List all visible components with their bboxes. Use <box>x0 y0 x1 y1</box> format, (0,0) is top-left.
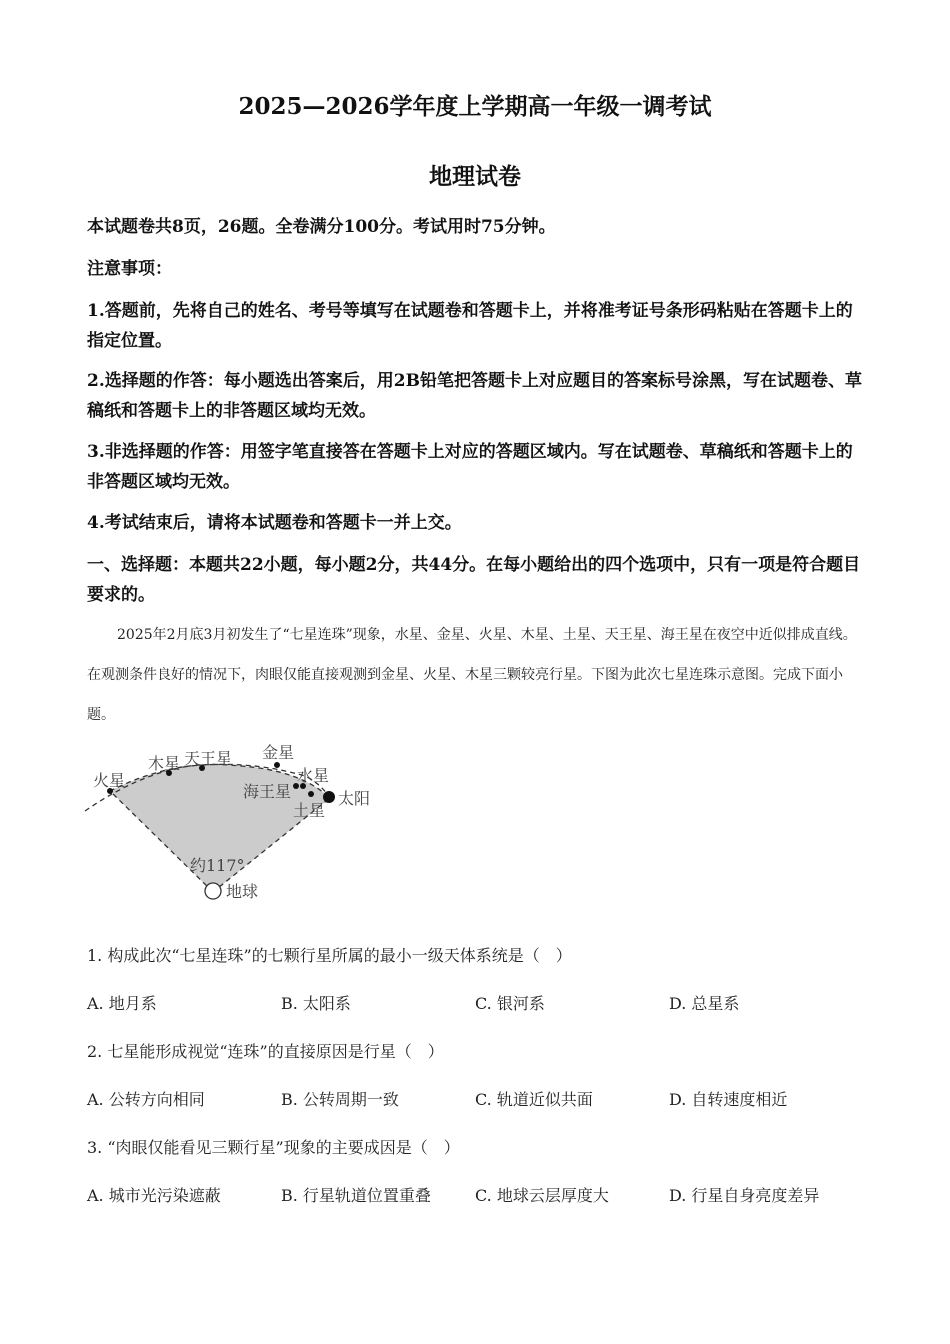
passage <box>87 615 867 735</box>
question-stem: 3. “肉眼仅能看见三颗行星”现象的主要成因是（ ） <box>87 1138 460 1157</box>
neptune-label: 海王星 <box>243 782 292 801</box>
venus-dot <box>274 762 280 768</box>
page-title: 2025—2026学年度上学期高一年级一调考试 <box>238 93 712 120</box>
question-stem: 1. 构成此次“七星连珠”的七颗行星所属的最小一级天体系统是（ ） <box>87 946 572 965</box>
option: B. 太阳系 <box>281 994 351 1013</box>
note-item: 4.考试结束后，请将本试题卷和答题卡一并上交。 <box>87 513 462 533</box>
question-stem: 2. 七星能形成视觉“连珠”的直接原因是行星（ ） <box>87 1042 444 1061</box>
option: C. 银河系 <box>475 994 545 1013</box>
section-heading: 一、选择题：本题共22小题，每小题2分，共44分。在每小题给出的四个选项中，只有一项是符合题目要求的。 <box>87 555 861 605</box>
option: A. 城市光污染遮蔽 <box>87 1186 221 1205</box>
mercury-label: 水星 <box>297 766 330 785</box>
venus-label: 金星 <box>262 743 295 762</box>
option: C. 地球云层厚度大 <box>475 1186 609 1205</box>
seven-planets-diagram <box>80 738 400 908</box>
sun-label: 太阳 <box>338 789 371 808</box>
page-subtitle: 地理试卷 <box>429 163 521 190</box>
passage-text: 2025年2月底3月初发生了“七星连珠”现象，水星、金星、火星、木星、土星、天王星、海王星在夜空中近似排成直线。在观测条件良好的情况下，肉眼仅能直接观测到金星、火星、木星三颗较亮行星。下图为此次七星连珠示意图。完成下面小题。 <box>87 627 857 723</box>
saturn-label: 土星 <box>293 801 326 820</box>
angle-label: 约117° <box>190 856 245 875</box>
note-item: 2.选择题的作答：每小题选出答案后，用2B铅笔把答题卡上对应题目的答案标号涂黑，写在试题卷、草稿纸和答题卡上的非答题区域均无效。 <box>87 371 862 421</box>
exam-intro: 本试题卷共8页，26题。全卷满分100分。考试用时75分钟。 <box>87 217 556 237</box>
option: D. 总星系 <box>669 994 740 1013</box>
option: B. 公转周期一致 <box>281 1090 399 1109</box>
mars-label: 火星 <box>93 771 126 790</box>
earth-dot <box>205 883 221 899</box>
option: D. 行星自身亮度差异 <box>669 1186 820 1205</box>
jupiter-label: 木星 <box>148 754 181 773</box>
note-item: 1.答题前，先将自己的姓名、考号等填写在试题卷和答题卡上，并将准考证号条形码粘贴在答题卡上的指定位置。 <box>87 301 853 351</box>
option: B. 行星轨道位置重叠 <box>281 1186 431 1205</box>
earth-label: 地球 <box>226 882 259 901</box>
uranus-label: 天王星 <box>184 749 233 768</box>
notes-heading: 注意事项： <box>87 259 172 279</box>
option: D. 自转速度相近 <box>669 1090 788 1109</box>
saturn-dot <box>308 791 314 797</box>
option: A. 地月系 <box>87 994 157 1013</box>
option: A. 公转方向相同 <box>87 1090 205 1109</box>
option: C. 轨道近似共面 <box>475 1090 593 1109</box>
note-item: 3.非选择题的作答：用签字笔直接答在答题卡上对应的答题区域内。写在试题卷、草稿纸和答题卡上的非答题区域均无效。 <box>87 442 853 492</box>
